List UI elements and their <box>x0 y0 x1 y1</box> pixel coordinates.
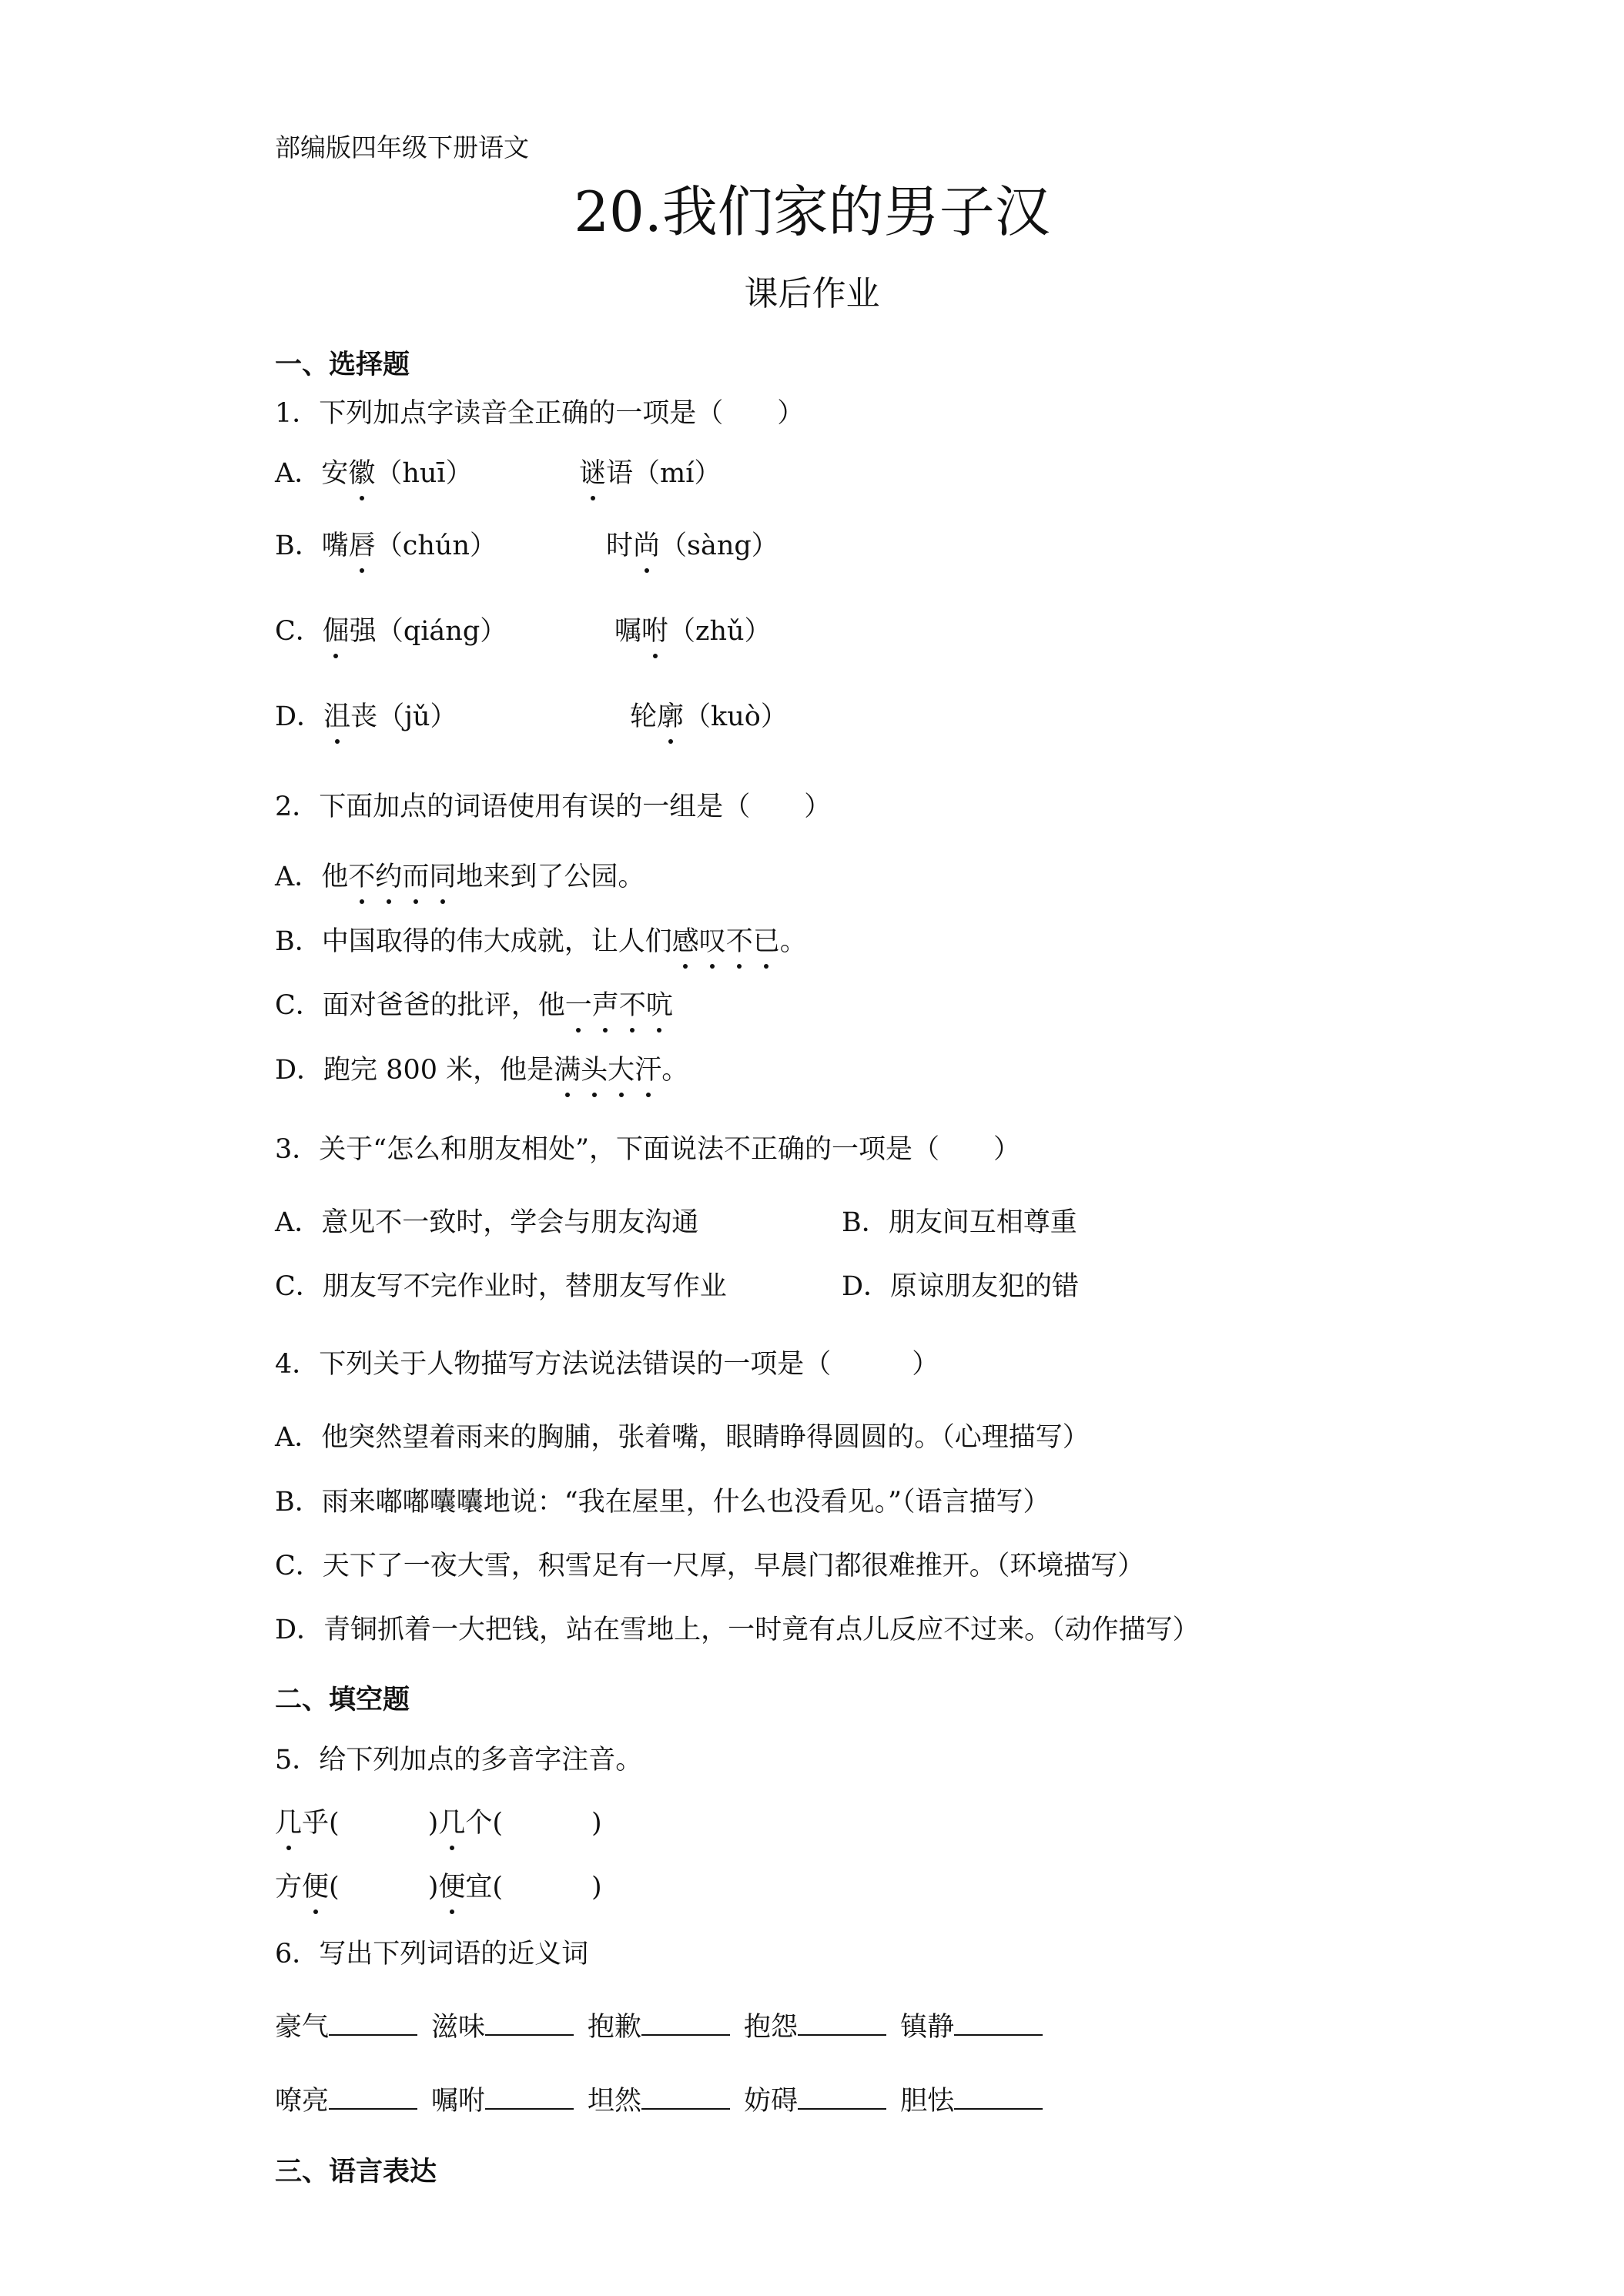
answer-blank[interactable] <box>954 2085 1043 2110</box>
q1-option-c-word2 <box>614 614 772 649</box>
pinyin: （chún） <box>375 530 497 561</box>
q1-option-d-word2 <box>630 699 788 735</box>
word: 坦然 <box>588 2086 642 2117</box>
question-2-stem: 2．下面加点的词语使用有误的一组是（ ） <box>275 792 832 822</box>
word: 胆怯 <box>900 2086 955 2117</box>
word-char: 嘴 <box>321 530 349 561</box>
word-text: 乎( <box>302 1808 340 1839</box>
q1-option-d <box>275 699 457 735</box>
q5-row-2 <box>275 1869 602 1905</box>
word-char: 嘱 <box>614 616 642 647</box>
q2-option-d <box>275 1053 688 1088</box>
option-text: A．他 <box>275 862 349 892</box>
dotted-char: 不 <box>348 859 375 895</box>
q1-option-b-word2 <box>606 528 779 564</box>
q3-option-c: C．朋友写不完作业时，替朋友写作业 <box>275 1271 727 1302</box>
word: 滋味 <box>431 2012 486 2043</box>
dotted-char: 徽 <box>348 456 375 491</box>
word-char: 安 <box>321 458 349 489</box>
dotted-char: 已 <box>753 924 780 959</box>
q1-option-a <box>275 456 473 491</box>
answer-blank[interactable] <box>798 2085 886 2110</box>
word: 嘹亮 <box>275 2086 330 2117</box>
dotted-char: 大 <box>608 1053 635 1088</box>
dotted-char: 不 <box>619 988 646 1023</box>
word-char: 时 <box>606 530 634 561</box>
q6-row-2 <box>275 2083 1043 2119</box>
q2-option-b <box>275 924 807 959</box>
page-title: 20.我们家的男子汉 <box>574 179 1050 244</box>
option-text: D．跑完 800 米，他是 <box>275 1055 554 1086</box>
question-1-stem: 1．下列加点字读音全正确的一项是（ ） <box>275 398 805 429</box>
q4-option-d: D．青铜抓着一大把钱，站在雪地上，一时竟有点儿反应不过来。（动作描写） <box>275 1615 1200 1645</box>
question-4-stem: 4．下列关于人物描写方法说法错误的一项是（ ） <box>275 1349 939 1380</box>
answer-blank[interactable] <box>329 2011 417 2036</box>
page-subtitle: 课后作业 <box>744 274 880 313</box>
option-text: 。 <box>661 1055 689 1086</box>
option-label: D． <box>275 701 324 732</box>
dotted-char: 吭 <box>646 988 673 1023</box>
q4-option-a: A．他突然望着雨来的胸脯，张着嘴，眼睛睁得圆圆的。（心理描写） <box>275 1422 1090 1453</box>
answer-blank[interactable] <box>485 2085 574 2110</box>
pinyin: （sàng） <box>660 530 779 561</box>
question-5-stem: 5．给下列加点的多音字注音。 <box>275 1745 643 1776</box>
dotted-char: 几 <box>275 1806 302 1841</box>
q1-option-c <box>275 614 507 649</box>
question-6-stem: 6．写出下列词语的近义词 <box>275 1939 589 1970</box>
dotted-char: 头 <box>581 1053 608 1088</box>
answer-blank[interactable] <box>798 2011 886 2036</box>
answer-blank[interactable] <box>954 2011 1043 2036</box>
dotted-char: 谜 <box>579 456 606 491</box>
q3-option-a: A．意见不一致时，学会与朋友沟通 <box>275 1207 699 1238</box>
option-text: C．面对爸爸的批评，他 <box>275 990 565 1021</box>
word-text: ) <box>591 1808 602 1839</box>
word-char: 轮 <box>630 701 658 732</box>
word-char: 丧 <box>350 701 378 732</box>
pinyin: （huī） <box>375 458 473 489</box>
word: 嘱咐 <box>431 2086 486 2117</box>
dotted-char: 感 <box>672 924 699 959</box>
answer-blank[interactable] <box>485 2011 574 2036</box>
word: 妨碍 <box>744 2086 799 2117</box>
word-text: 宜( <box>465 1872 504 1903</box>
pinyin: （jǔ） <box>377 701 457 732</box>
word: 抱怨 <box>744 2012 799 2043</box>
section-heading: 二、填空题 <box>275 1684 410 1715</box>
option-text: 地来到了公园。 <box>456 862 645 892</box>
word-text: ) <box>427 1808 439 1839</box>
dotted-char: 汗 <box>635 1053 661 1088</box>
dotted-char: 便 <box>302 1869 329 1905</box>
word: 镇静 <box>900 2012 955 2043</box>
word-text: 方 <box>275 1872 303 1903</box>
q4-option-c: C．天下了一夜大雪，积雪足有一尺厚，早晨门都很难推开。（环境描写） <box>275 1551 1145 1581</box>
pinyin: （kuò） <box>684 701 788 732</box>
q5-row-1 <box>275 1806 602 1841</box>
option-label: C． <box>275 616 323 647</box>
q4-option-b: B．雨来嘟嘟囔囔地说：“我在屋里，什么也没看见。”（语言描写） <box>275 1487 1050 1518</box>
dotted-char: 满 <box>554 1053 581 1088</box>
option-text: 。 <box>779 926 807 957</box>
answer-blank[interactable] <box>641 2011 730 2036</box>
q2-option-c <box>275 988 673 1023</box>
dotted-char: 咐 <box>641 614 668 649</box>
answer-blank[interactable] <box>641 2085 730 2110</box>
pinyin: （qiáng） <box>376 616 507 647</box>
word-text: ( <box>329 1872 340 1903</box>
q3-option-d: D．原谅朋友犯的错 <box>842 1271 1080 1302</box>
option-text: B．中国取得的伟大成就，让人们 <box>275 926 672 957</box>
dotted-char: 声 <box>592 988 619 1023</box>
dotted-char: 倔 <box>323 614 350 649</box>
q1-option-b <box>275 528 497 564</box>
dotted-char: 沮 <box>323 699 350 735</box>
word-char: 强 <box>349 616 377 647</box>
answer-blank[interactable] <box>329 2085 417 2110</box>
dotted-char: 叹 <box>699 924 726 959</box>
q1-option-a-word2 <box>579 456 721 491</box>
dotted-char: 而 <box>402 859 429 895</box>
q6-row-1 <box>275 2010 1043 2045</box>
section-heading: 三、语言表达 <box>275 2156 437 2187</box>
dotted-char: 唇 <box>349 528 376 564</box>
question-3-stem: 3．关于“怎么和朋友相处”，下面说法不正确的一项是（ ） <box>275 1134 1021 1165</box>
dotted-char: 廓 <box>657 699 684 735</box>
word: 抱歉 <box>588 2012 642 2043</box>
option-label: B． <box>275 530 322 561</box>
dotted-char: 不 <box>726 924 753 959</box>
q3-option-b: B．朋友间互相尊重 <box>842 1207 1077 1238</box>
word-text: ) <box>427 1872 439 1903</box>
word-text: 个( <box>465 1808 503 1839</box>
dotted-char: 几 <box>438 1806 465 1841</box>
dotted-char: 一 <box>565 988 592 1023</box>
dotted-char: 约 <box>375 859 402 895</box>
section-heading: 一、选择题 <box>275 349 410 380</box>
pinyin: （zhǔ） <box>668 616 772 647</box>
dotted-char: 便 <box>438 1869 465 1905</box>
word-char: 语 <box>606 458 634 489</box>
q2-option-a <box>275 859 645 895</box>
option-label: A． <box>275 458 322 489</box>
dotted-char: 尚 <box>633 528 660 564</box>
word-text: ) <box>591 1872 602 1903</box>
dotted-char: 同 <box>429 859 456 895</box>
word: 豪气 <box>275 2012 330 2043</box>
document-subject: 部编版四年级下册语文 <box>275 132 529 162</box>
pinyin: （mí） <box>633 458 722 489</box>
